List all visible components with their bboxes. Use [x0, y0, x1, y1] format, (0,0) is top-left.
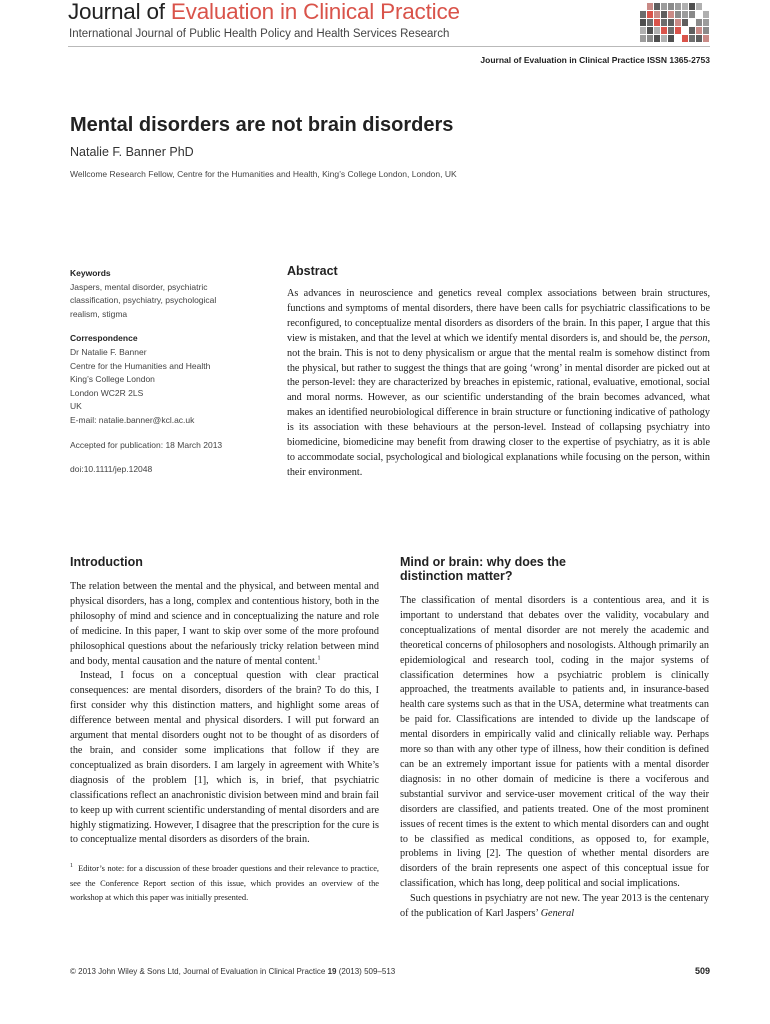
keywords-heading: Keywords: [70, 268, 111, 278]
logo-tile: [703, 3, 709, 10]
logo-tile: [689, 27, 695, 34]
footer-text: (2013) 509–513: [336, 967, 396, 976]
section-heading-line: Mind or brain: why does the: [400, 555, 566, 569]
logo-tile: [703, 19, 709, 26]
section-paragraph: [400, 892, 709, 922]
logo-tile: [647, 27, 653, 34]
page-footer: [70, 967, 710, 976]
logo-tile: [640, 27, 646, 34]
paragraph-text: Such questions in psychiatry are not new. The year 2013 is the centenary of the publication of Karl Jaspers’: [400, 893, 709, 920]
abstract-heading: Abstract: [287, 264, 338, 278]
logo-tile: [682, 3, 688, 10]
logo-tile: [668, 27, 674, 34]
journal-title: [68, 0, 460, 25]
section-paragraph: The classification of mental disorders is a contentious area, and it is important to understand that debates over the validity, vocabulary and conceptualizations of mental disorder are not merely the academic and theoretical concerns of philosophers and nosologists. Although primarily an epidemiological and research tool, coding in the major systems of classification determines how a psychiatric problem is clinically approached, the treatments available to patients and, in insurance-based health care systems such as that in the USA, determine what treatments can be paid for. Classifications are intended to divide up the landscape of mental disorders in empirically valid and clinically reliable way. Perhaps more so than with any other type of illness, how their condition is defined can be an extremely important issue for patients with a mental disorder diagnosis: in no other domain of medicine is there a vociferous and substantial survivor and service-user movement critical of the way their disorders are classified, and patients treated. One of the most prominent issues of recent times is the extent to which mental disorders can and ought to be classified as medical conditions, as opposed to, for example, problems in living [2]. The question of whether mental disorders are disorders of the brain represents one aspect of this conceptual issue for classification, which has long, deep political and social implications.: [400, 595, 709, 890]
logo-tile: [675, 11, 681, 18]
abstract-text-part: As advances in neuroscience and genetics reveal complex associations between brain structures, functions and symptoms of mental disorders, there have been calls for psychiatric classifications to be reconfigured, to conceptualize mental disorders as disorders of the brain. In this paper, I argue that this view is mistaken, and that the level at which we identify mental disorders is, and should be, the: [287, 288, 710, 344]
abstract-text: [287, 287, 710, 481]
keywords-line: realism, stigma: [70, 308, 128, 319]
keywords-block: [70, 267, 270, 321]
footnote: [70, 862, 379, 905]
logo-tile: [696, 27, 702, 34]
page-number: 509: [694, 966, 710, 976]
logo-tile: [647, 11, 653, 18]
logo-tile: [703, 35, 709, 42]
logo-tile: [668, 3, 674, 10]
logo-tile: [668, 19, 674, 26]
logo-tile: [640, 3, 646, 10]
logo-tile: [696, 35, 702, 42]
logo-tile: [682, 11, 688, 18]
logo-tile: [654, 3, 660, 10]
abstract-text-part: , not the brain. This is not to deny physicalism or argue that the mental realm is somehow distinct from the physical, but rather to suggest the things that are going ‘wrong’ in mental disorder are picked out at the person-level: they are characterized by breaches in epistemic, rational, evaluative, emotional, social and moral norms. However, as our scientific understanding of the brain becomes advanced, what makes an identified neurobiological difference in brain structure or functioning indicative of pathology is its association with these behaviours at the person-level. Instead of collapsing psychiatry into biomedicine, biomedicine may benefit from drawing closer to the expertise of psychiatry, as it is able to accommodate social, psychological and biological explanations while focusing on the person, within their environment.: [287, 332, 710, 478]
book-title-italic: General: [540, 908, 575, 920]
logo-tile: [654, 27, 660, 34]
footer-text: © 2013 John Wiley & Sons Ltd, Journal of Evaluation in Clinical Practice: [70, 967, 328, 976]
paragraph-text: The relation between the mental and the physical, and between mental and physical disorders, has a long, complex and contentious history, both in the philosophy of mind and science and in conceptualizing the nature and role of medicine. In this paper, I want to skip over some of the more profound philosophical questions about the nefariously tricky relation between mind and body, mental causation and the nature of mental content.: [70, 581, 379, 667]
logo-tile: [689, 35, 695, 42]
logo-tile: [696, 3, 702, 10]
correspondence-line: UK: [70, 401, 82, 412]
introduction-heading: Introduction: [70, 555, 143, 569]
logo-tile: [675, 35, 681, 42]
issn-line: Journal of Evaluation in Clinical Practice ISSN 1365-2753: [480, 55, 710, 65]
logo-tile: [661, 11, 667, 18]
doi[interactable]: doi:10.1111/jep.12048: [70, 464, 153, 475]
logo-tile: [682, 27, 688, 34]
footnote-reference[interactable]: 1: [317, 655, 321, 662]
logo-tile: [675, 19, 681, 26]
logo-tile: [689, 3, 695, 10]
author-affiliation: Wellcome Research Fellow, Centre for the Humanities and Health, King’s College London, London, UK: [70, 169, 457, 179]
logo-tile: [654, 19, 660, 26]
logo-tile: [654, 35, 660, 42]
correspondence-line: London WC2R 2LS: [70, 387, 144, 398]
accepted-date: Accepted for publication: 18 March 2013: [70, 439, 223, 450]
journal-title-name: Evaluation in Clinical Practice: [170, 0, 460, 24]
keywords-line: classification, psychiatry, psychological: [70, 295, 217, 306]
logo-tile: [661, 19, 667, 26]
logo-tile: [682, 35, 688, 42]
logo-tile: [640, 35, 646, 42]
logo-tile: [661, 27, 667, 34]
logo-tile: [703, 11, 709, 18]
mind-or-brain-section: [400, 555, 709, 922]
abstract-section: [287, 264, 710, 481]
footer-copyright: [70, 967, 395, 976]
logo-tile: [703, 27, 709, 34]
logo-tile: [668, 35, 674, 42]
section-heading-line: distinction matter?: [400, 569, 513, 583]
logo-tile: [675, 3, 681, 10]
article-title: Mental disorders are not brain disorders: [70, 114, 454, 136]
correspondence-line: Centre for the Humanities and Health: [70, 360, 211, 371]
introduction-paragraph: Instead, I focus on a conceptual question with clear practical consequences: are mental disorders, disorders of the brain? To do this, I first consider why this distinction matters, and highlight some areas of difference between mental and physical disorders. I will put forward an argument that mental disorders ought not to be thought of as disorders of the brain, and consider some implications that follow if they are conceptualized as brain disorders. I am largely in agreement with White’s diagnosis of the problem [1], which is, in brief, that psychiatric classifications reflect an anachronistic division between mind and brain fail to keep up with current scientific understanding of mental disorders and are highly stigmatizing. However, I disagree that the prescription for the cure is to conceptualize mental disorders as disorders of the brain.: [70, 670, 379, 846]
logo-tile: [647, 19, 653, 26]
logo-tile: [640, 19, 646, 26]
article-metadata: [70, 267, 270, 488]
logo-tile: [654, 11, 660, 18]
section-heading: [400, 555, 709, 583]
logo-tile: [661, 35, 667, 42]
logo-tile: [689, 19, 695, 26]
introduction-section: [70, 555, 379, 906]
author-name: Natalie F. Banner PhD: [70, 145, 194, 159]
journal-masthead: [68, 0, 710, 47]
introduction-paragraph: [70, 580, 379, 669]
footnote-mark: 1: [70, 863, 73, 870]
journal-subtitle: International Journal of Public Health Policy and Health Services Research: [69, 28, 450, 40]
logo-tile: [689, 11, 695, 18]
correspondence-heading: Correspondence: [70, 333, 138, 344]
logo-tile: [682, 19, 688, 26]
journal-title-prefix: Journal of: [68, 0, 171, 24]
abstract-italic-term: person: [679, 332, 708, 344]
logo-tile: [647, 35, 653, 42]
logo-tile: [661, 3, 667, 10]
correspondence-block: [70, 332, 270, 427]
footer-volume: 19: [327, 967, 337, 976]
footnote-text: Editor’s note: for a discussion of these broader questions and their relevance to practice, see the Conference Report section of this issue, which provides an overview of the workshop at which this paper was initially presented.: [70, 864, 380, 903]
correspondence-line: King’s College London: [70, 374, 155, 385]
logo-tile: [696, 19, 702, 26]
logo-tile: [640, 11, 646, 18]
logo-tile: [675, 27, 681, 34]
logo-tile: [647, 3, 653, 10]
correspondence-email[interactable]: E-mail: natalie.banner@kcl.ac.uk: [70, 414, 195, 425]
journal-logo-grid: [640, 3, 710, 43]
correspondence-line: Dr Natalie F. Banner: [70, 346, 147, 357]
logo-tile: [696, 11, 702, 18]
logo-tile: [668, 11, 674, 18]
keywords-line: Jaspers, mental disorder, psychiatric: [70, 281, 208, 292]
